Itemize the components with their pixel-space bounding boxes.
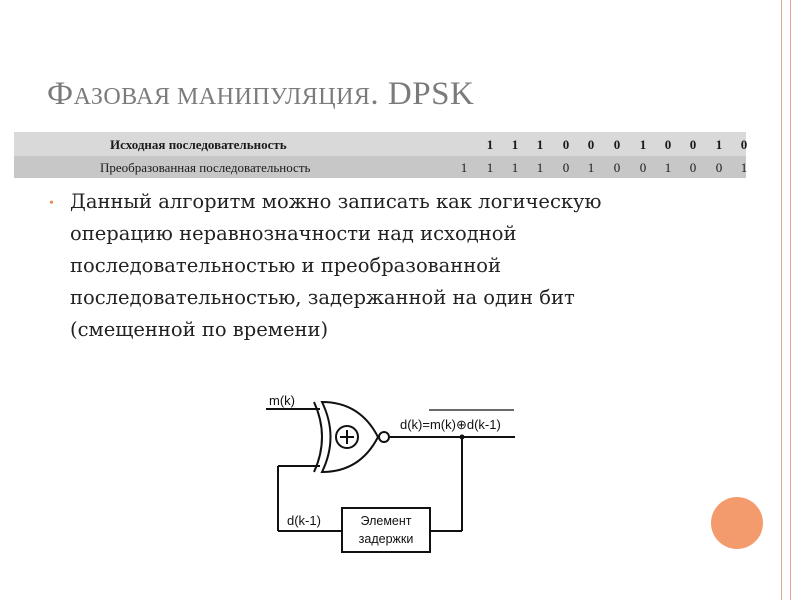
feedback-label: d(k-1) — [287, 513, 321, 528]
converted-bit: 1 — [740, 160, 748, 175]
input-label: m(k) — [269, 393, 295, 408]
source-bit: 0 — [587, 137, 595, 152]
source-bit: 1 — [486, 137, 494, 152]
delay-element-label: Элемент задержки — [358, 514, 414, 546]
converted-bit: 0 — [639, 160, 647, 175]
source-sequence-label: Исходная последовательность — [110, 137, 287, 152]
body-paragraph: Данный алгоритм можно записать как логическую операцию неравнозначности над исходной последовательностью и преобразованной последовательностью, задержанной на один бит (смещенной по времени) — [70, 190, 602, 341]
source-bit: 0 — [562, 137, 570, 152]
source-sequence-row — [14, 132, 746, 156]
slide-title-rest: . DPSK — [370, 76, 475, 112]
source-bit: 1 — [511, 137, 519, 152]
dpsk-encoder-circuit — [250, 380, 530, 570]
source-bit: 1 — [536, 137, 544, 152]
converted-bit: 1 — [587, 160, 595, 175]
converted-bit: 1 — [664, 160, 672, 175]
xor-extra-arc — [314, 402, 322, 472]
converted-bit: 1 — [486, 160, 494, 175]
converted-bit: 0 — [613, 160, 621, 175]
source-bit: 1 — [639, 137, 647, 152]
converted-bit: 1 — [536, 160, 544, 175]
converted-bit: 0 — [715, 160, 723, 175]
right-border-line-inner — [790, 0, 791, 600]
source-bit: 0 — [740, 137, 748, 152]
slide-title-smallcaps: АЗОВАЯ МАНИПУЛЯЦИЯ — [73, 84, 371, 110]
decorative-circle — [711, 497, 763, 549]
right-border-line-outer — [781, 0, 782, 600]
slide-title-initial: Ф — [47, 76, 74, 112]
converted-bit: 0 — [689, 160, 697, 175]
source-bit: 0 — [689, 137, 697, 152]
slide-title — [47, 76, 474, 113]
source-bit: 0 — [664, 137, 672, 152]
inverter-bubble — [379, 432, 389, 442]
converted-bit: 1 — [460, 160, 468, 175]
converted-sequence-row — [14, 156, 746, 178]
bullet-marker: • — [49, 196, 54, 211]
converted-sequence-label: Преобразованная последовательность — [100, 160, 311, 175]
source-bit: 0 — [613, 137, 621, 152]
converted-bit: 1 — [511, 160, 519, 175]
converted-bit: 0 — [562, 160, 570, 175]
source-bit: 1 — [715, 137, 723, 152]
output-label: d(k)=m(k)⊕d(k-1) — [400, 417, 501, 432]
sequence-table — [14, 132, 746, 178]
junction-dot — [460, 435, 465, 440]
